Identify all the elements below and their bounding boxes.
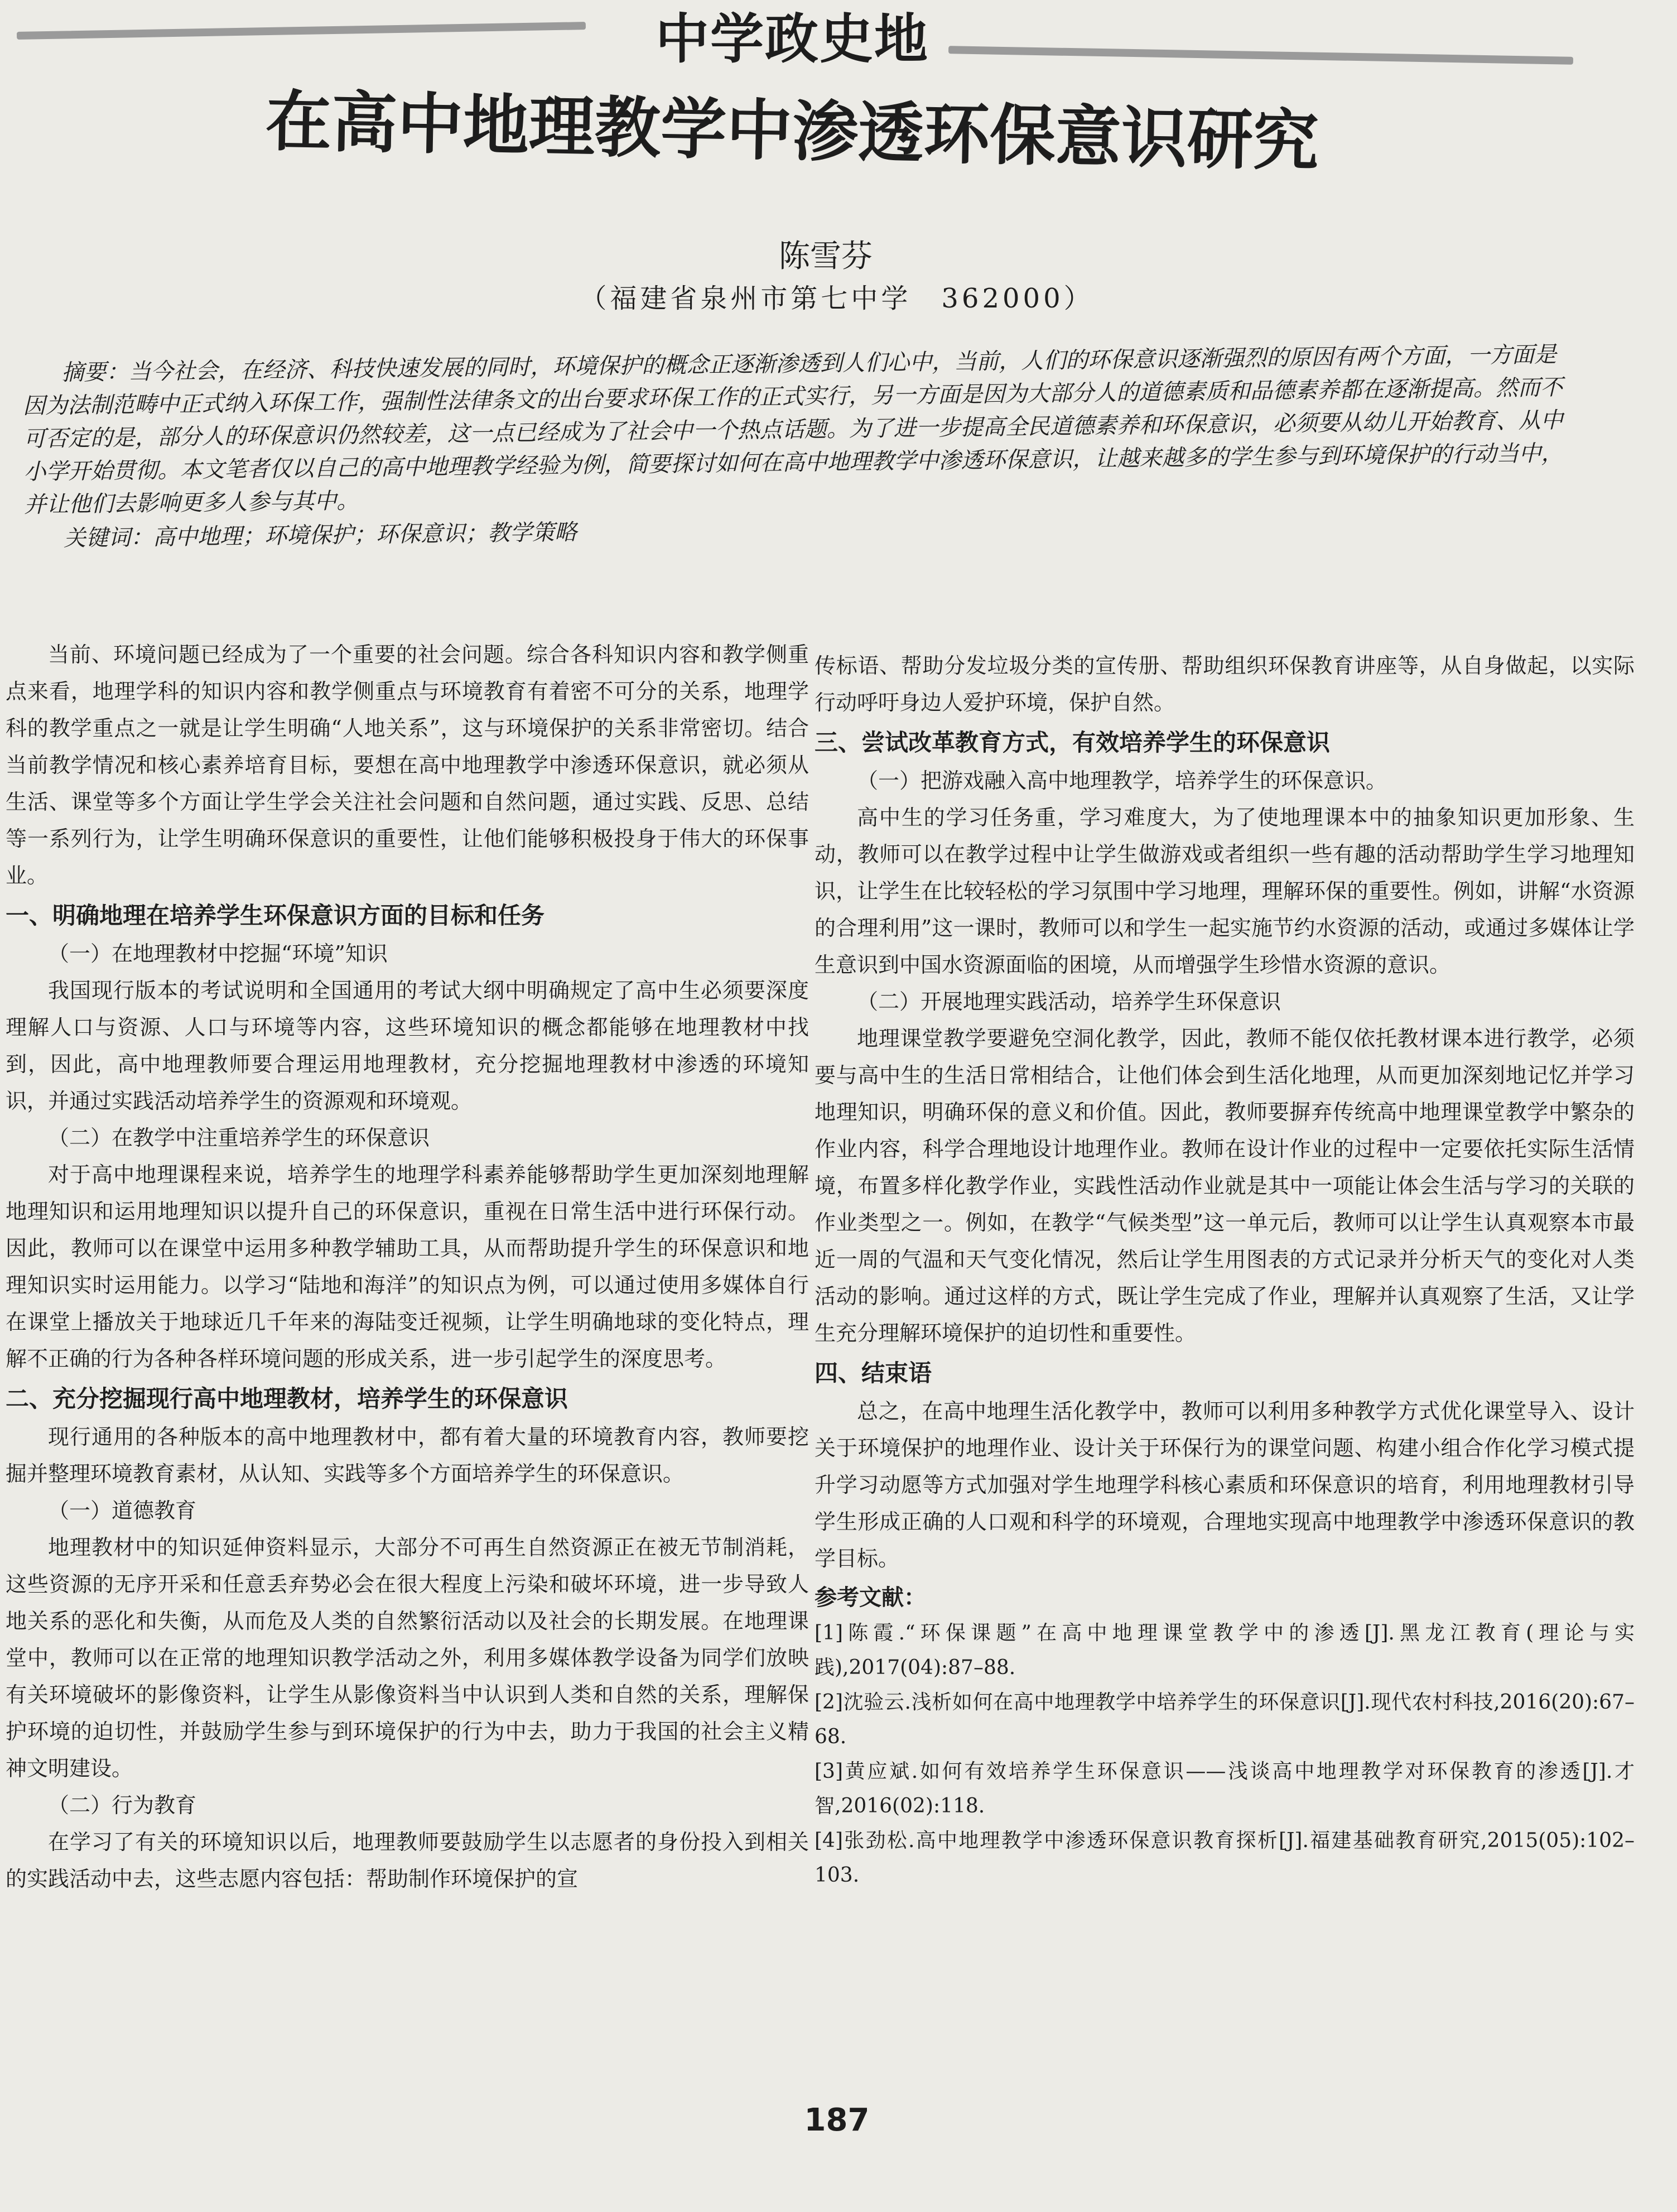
reference-item: [1]陈霞.“环保课题”在高中地理课堂教学中的渗透[J].黑龙江教育(理论与实践),2017(04):87–88. (815, 1622, 1635, 1679)
paragraph-4: 总之，在高中地理生活化教学中，教师可以利用多种教学方式优化课堂导入、设计关于环境保护的地理作业、设计关于环保行为的课堂问题、构建小组合作化学习模式提升学习动愿等方式加强对学生地理学科核心素质和环保意识的培育，利用地理教材引导学生形成正确的人口观和科学的环境观，合理地实现高中地理教学中渗透环保意识的教学目标。 (815, 1399, 1635, 1571)
paragraph-2-2-continued: 传标语、帮助分发垃圾分类的宣传册、帮助组织环保教育讲座等，从自身做起，以实际行动呼吁身边人爱护环境，保护自然。 (815, 653, 1635, 715)
paragraph-2: 现行通用的各种版本的高中地理教材中，都有着大量的环境教育内容，教师要挖掘并整理环境教育素材，从认知、实践等多个方面培养学生的环保意识。 (6, 1425, 809, 1486)
reference-item: [4]张劲松.高中地理教学中渗透环保意识教育探析[J].福建基础教育研究,2015(05):102–103. (815, 1829, 1635, 1887)
page-number: 187 (804, 2102, 870, 2138)
references-title: 参考文献： (815, 1585, 926, 1610)
header-rule-left (17, 22, 586, 40)
reference-item: [3]黄应斌.如何有效培养学生环保意识——浅谈高中地理教学对环保教育的渗透[J].才智,2016(02):118. (815, 1760, 1635, 1817)
author-affiliation: （福建省泉州市第七中学 362000） (580, 283, 1094, 314)
subsection-heading-3-2: （二）开展地理实践活动，培养学生环保意识 (857, 989, 1281, 1014)
intro-paragraph: 当前、环境问题已经成为了一个重要的社会问题。综合各科知识内容和教学侧重点来看，地理学科的知识内容和教学侧重点与环境教育有着密不可分的关系，地理学科的教学重点之一就是让学生明确“人地关系”，这与环境保护的关系非常密切。结合当前教学情况和核心素养培育目标，要想在高中地理教学中渗透环保意识，就必须从生活、课堂等多个方面让学生学会关注社会问题和自然问题，通过实践、反思、总结等一系列行为，让学生明确环保意识的重要性，让他们能够积极投身于伟大的环保事业。 (6, 642, 809, 888)
header-rule-right (948, 46, 1573, 65)
article-title: 在高中地理教学中渗透环保意识研究 (264, 82, 1320, 180)
paragraph-2-2: 在学习了有关的环境知识以后，地理教师要鼓励学生以志愿者的身份投入到相关的实践活动中去，这些志愿内容包括：帮助制作环境保护的宣 (6, 1830, 809, 1891)
author-name: 陈雪芬 (779, 238, 873, 275)
section-heading-2: 二、充分挖掘现行高中地理教材，培养学生的环保意识 (6, 1385, 568, 1412)
subsection-heading-2-2: （二）行为教育 (48, 1793, 197, 1817)
section-heading-3: 三、尝试改革教育方式，有效培养学生的环保意识 (815, 729, 1331, 756)
subsection-heading-3-1: （一）把游戏融入高中地理教学，培养学生的环保意识。 (857, 768, 1387, 793)
keywords: 关键词：高中地理；环境保护；环保意识；教学策略 (63, 519, 577, 552)
section-heading-1: 一、明确地理在培养学生环保意识方面的目标和任务 (6, 902, 545, 929)
paragraph-3-1: 高中生的学习任务重，学习难度大，为了使地理课本中的抽象知识更加形象、生动，教师可以在教学过程中让学生做游戏或者组织一些有趣的活动帮助学生学习地理知识，让学生在比较轻松的学习氛围中学习地理，理解环保的重要性。例如，讲解“水资源的合理利用”这一课时，教师可以和学生一起实施节约水资源的活动，或通过多媒体让学生意识到中国水资源面临的困境，从而增强学生珍惜水资源的意识。 (815, 805, 1635, 977)
reference-item: [2]沈验云.浅析如何在高中地理教学中培养学生的环保意识[J].现代农村科技,2016(20):67–68. (815, 1691, 1635, 1748)
subsection-heading-1-2: （二）在教学中注重培养学生的环保意识 (48, 1126, 430, 1150)
subsection-heading-2-1: （一）道德教育 (48, 1498, 197, 1523)
paragraph-3-2: 地理课堂教学要避免空洞化教学，因此，教师不能仅依托教材课本进行教学，必须要与高中生的生活日常相结合，让他们体会到生活化地理，从而更加深刻地记忆并学习地理知识，明确环保的意义和价值。因此，教师要摒弃传统高中地理课堂教学中繁杂的作业内容，科学合理地设计地理作业。教师在设计作业的过程中一定要依托实际生活情境，布置多样化教学作业，实践性活动作业就是其中一项能让体会生活与学习的关联的作业类型之一。例如，在教学“气候类型”这一单元后，教师可以让学生认真观察本市最近一周的气温和天气变化情况，然后让学生用图表的方式记录并分析天气的变化对人类活动的影响。通过这样的方式，既让学生完成了作业，理解并认真观察了生活，又让学生充分理解环境保护的迫切性和重要性。 (815, 1026, 1635, 1345)
subsection-heading-1-1: （一）在地理教材中挖掘“环境”知识 (48, 941, 388, 966)
left-column (6, 636, 809, 1897)
abstract-text: 摘要：当今社会，在经济、科技快速发展的同时，环境保护的概念正逐渐渗透到人们心中，当前，人们的环保意识逐渐强烈的原因有两个方面，一方面是因为法制范畴中正式纳入环保工作，强制性法律条文的出台要求环保工作的正式实行，另一方面是因为大部分人的道德素质和品德素养都在逐渐提高。然而不可否定的是，部分人的环保意识仍然较差，这一点已经成为了社会中一个热点话题。为了进一步提高全民道德素养和环保意识，必须要从幼儿开始教育、从中小学开始贯彻。本文笔者仅以自己的高中地理教学经验为例，简要探讨如何在高中地理教学中渗透环保意识，让越来越多的学生参与到环境保护的行动当中，并让他们去影响更多人参与其中。 (22, 342, 1564, 518)
paragraph-1-2: 对于高中地理课程来说，培养学生的地理学科素养能够帮助学生更加深刻地理解地理知识和运用地理知识以提升自己的环保意识，重视在日常生活中进行环保行动。因此，教师可以在课堂中运用多种教学辅助工具，从而帮助提升学生的环保意识和地理知识实时运用能力。以学习“陆地和海洋”的知识点为例，可以通过使用多媒体自行在课堂上播放关于地球近几千年来的海陆变迁视频，让学生明确地球的变化特点，理解不正确的行为各种各样环境问题的形成关系，进一步引起学生的深度思考。 (6, 1162, 809, 1371)
paragraph-2-1: 地理教材中的知识延伸资料显示，大部分不可再生自然资源正在被无节制消耗，这些资源的无序开采和任意丢弃势必会在很大程度上污染和破坏环境，进一步导致人地关系的恶化和失衡，从而危及人类的自然繁衍活动以及社会的长期发展。在地理课堂中，教师可以在正常的地理知识教学活动之外，利用多媒体教学设备为同学们放映有关环境破坏的影像资料，让学生从影像资料当中认识到人类和自然的关系，理解保护环境的迫切性，并鼓励学生参与到环境保护的行为中去，助力于我国的社会主义精神文明建设。 (6, 1535, 809, 1781)
abstract-block (22, 338, 1575, 556)
paragraph-1-1: 我国现行版本的考试说明和全国通用的考试大纲中明确规定了高中生必须要深度理解人口与资源、人口与环境等内容，这些环境知识的概念都能够在地理教材中找到，因此，高中地理教师要合理运用地理教材，充分挖掘地理教材中渗透的环境知识，并通过实践活动培养学生的资源观和环境观。 (6, 978, 809, 1113)
right-column (815, 647, 1635, 1893)
section-heading-4: 四、结束语 (815, 1359, 932, 1387)
section-header: 中学政史地 (656, 8, 929, 70)
